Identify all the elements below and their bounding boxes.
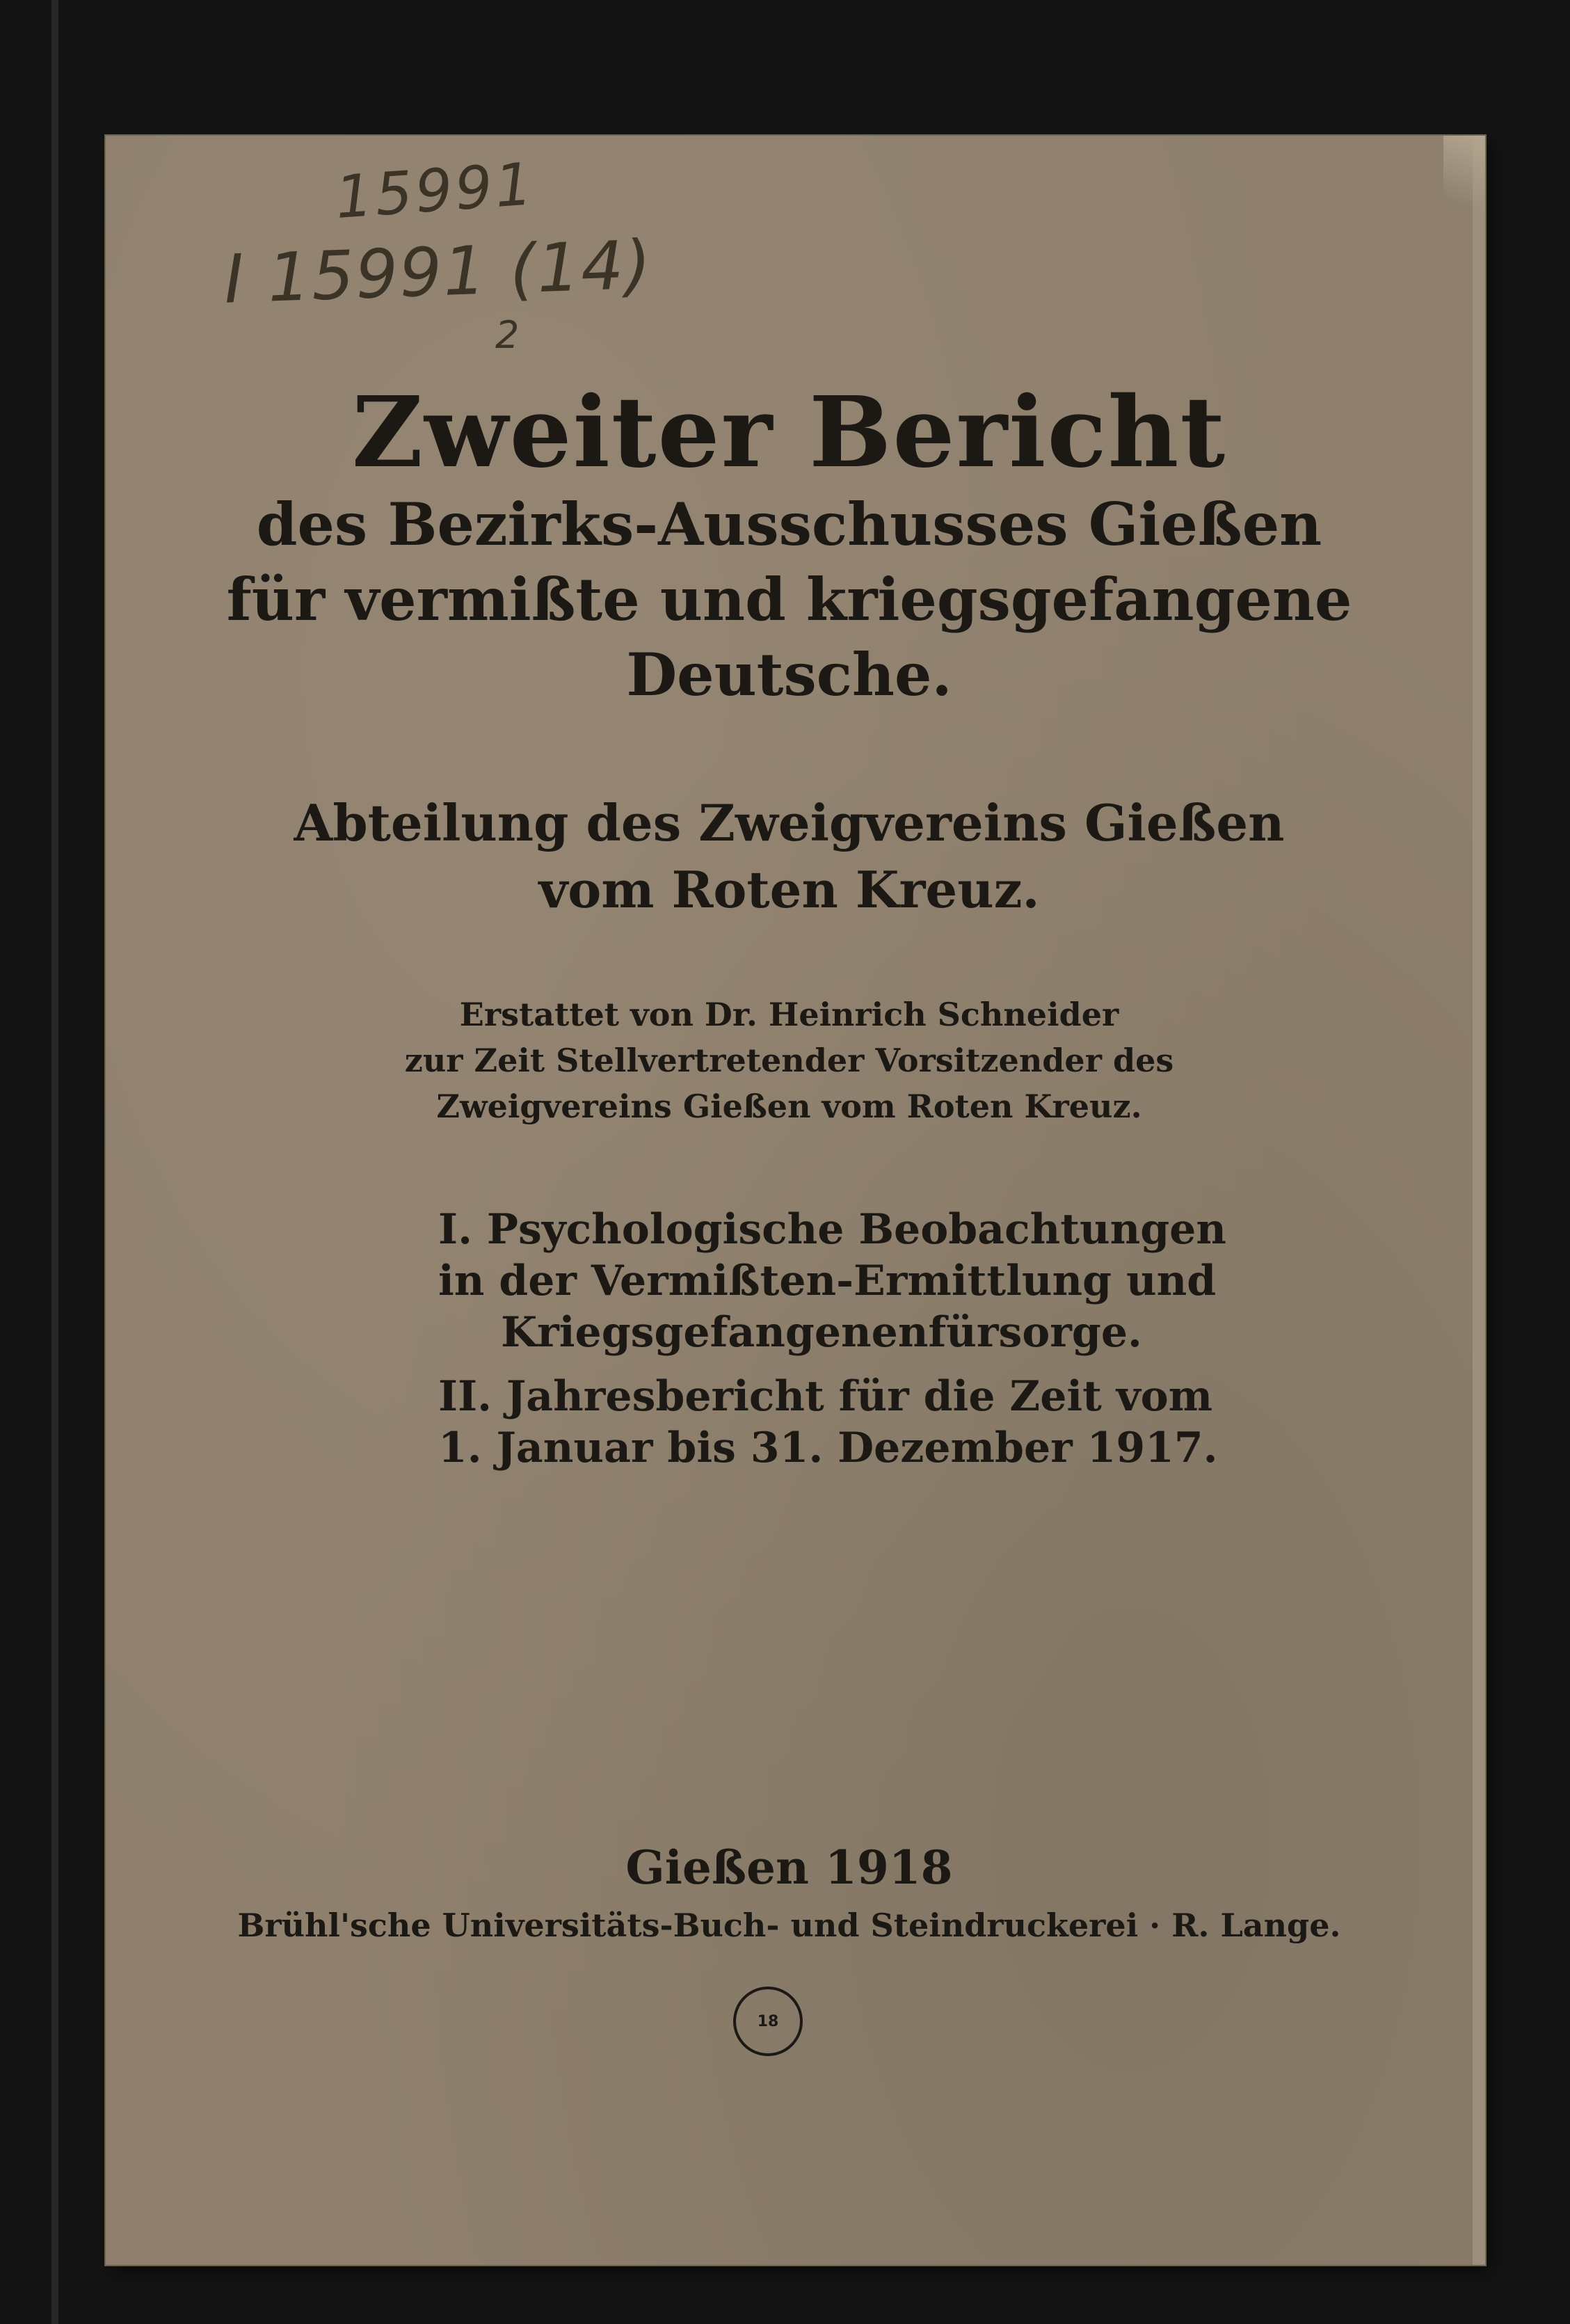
contents-line-1: I. Psychologische Beobachtungen [438,1205,1226,1254]
author-line-1: Erstattet von Dr. Heinrich Schneider [459,996,1119,1033]
main-title: Zweiter Bericht [351,376,1227,490]
circular-number-stamp [733,1987,803,2056]
subtitle-line-1: des Bezirks-Ausschusses Gießen [256,490,1322,559]
department-line-1: Abteilung des Zweigvereins Gießen [294,793,1285,852]
subtitle-line-2: für vermißte und kriegsgefangene [226,565,1352,634]
contents-line-2: in der Vermißten-Ermittlung und [438,1257,1217,1305]
author-line-3: Zweigvereins Gießen vom Roten Kreuz. [436,1088,1142,1125]
handwritten-small-mark: 2 [495,313,520,357]
worn-corner [1443,136,1485,233]
handwritten-shelfmark: I 15991 (14) [223,225,654,319]
imprint-printer: Brühl'sche Universitäts-Buch- und Steindruckerei · R. Lange. [237,1907,1341,1944]
binding-edge [51,0,58,2324]
department-line-2: vom Roten Kreuz. [538,860,1040,919]
contents-line-3: Kriegsgefangenenfürsorge. [501,1308,1142,1357]
author-line-2: zur Zeit Stellvertretender Vorsitzender des [404,1042,1174,1079]
contents-line-5: 1. Januar bis 31. Dezember 1917. [438,1424,1218,1472]
contents-line-4: II. Jahresbericht für die Zeit vom [438,1372,1213,1421]
subtitle-line-3: Deutsche. [626,640,952,709]
stamp-number: 18 [757,2012,779,2030]
imprint-place-year: Gießen 1918 [625,1840,953,1895]
booklet-cover [106,136,1485,2265]
handwritten-accession-number: 15991 [333,150,538,232]
